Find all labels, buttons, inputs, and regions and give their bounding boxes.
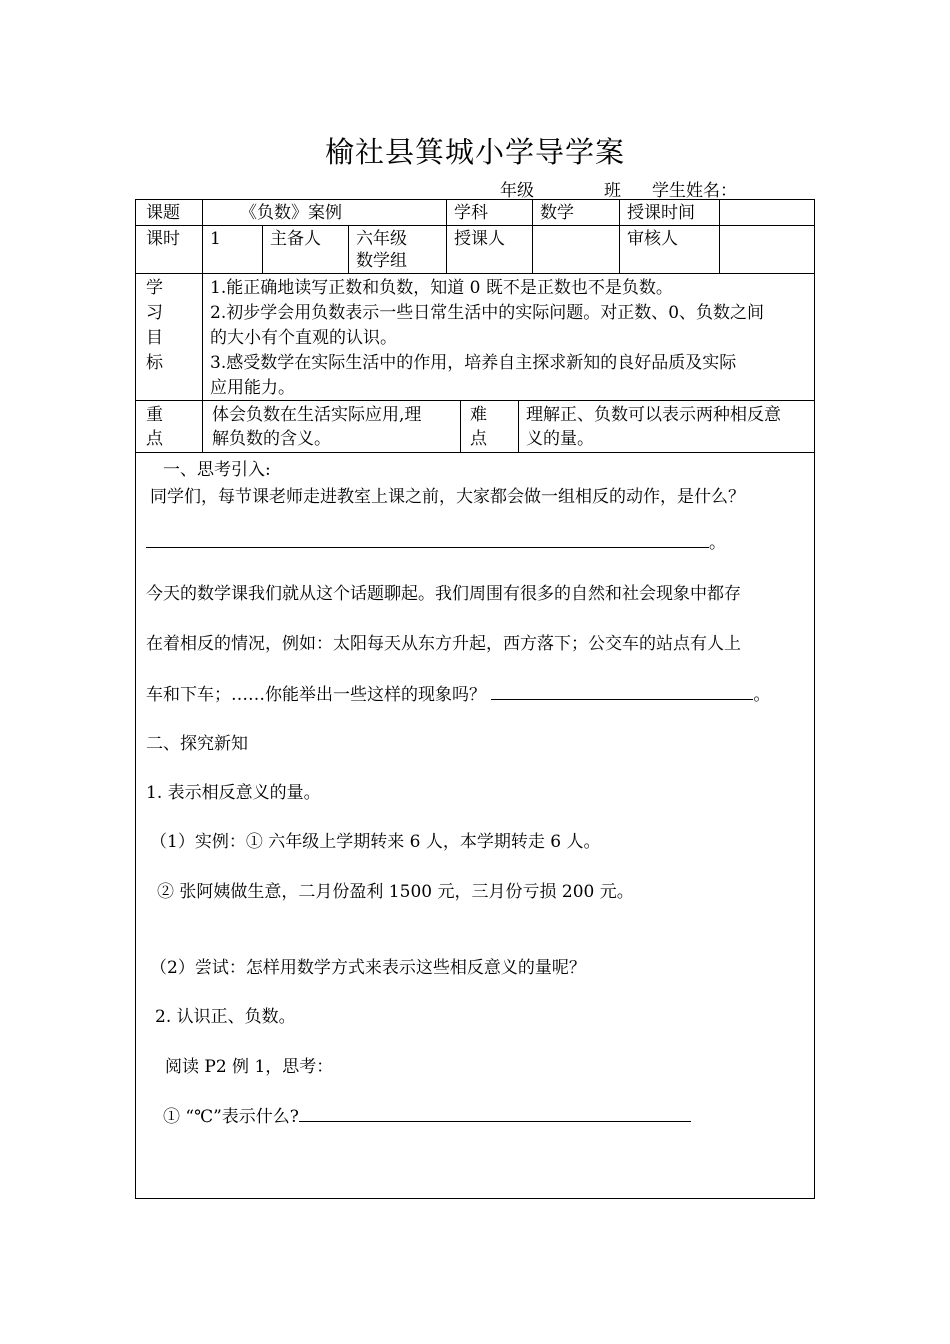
- goal-line: 的大小有个直观的认识。: [210, 328, 397, 348]
- page-title: 榆社县箕城小学导学案: [324, 135, 625, 169]
- answer-blank-1-end: 。: [709, 533, 726, 553]
- focus-line: 体会负数在生活实际应用,理: [212, 405, 422, 425]
- focus-line: 解负数的含义。: [212, 429, 331, 449]
- example-line: （1）实例：① 六年级上学期转来 6 人，本学期转走 6 人。: [150, 832, 601, 852]
- preparer-value-line2: 数学组: [356, 251, 407, 271]
- goals-label-char: 习: [146, 303, 163, 323]
- question-text: ① “℃”表示什么?: [163, 1107, 299, 1127]
- difficulty-label-char: 点: [470, 429, 487, 449]
- section2-title: 二、探究新知: [146, 734, 248, 754]
- student-name-label: 学生姓名：: [652, 181, 737, 201]
- section1-title: 一、思考引入:: [163, 460, 271, 480]
- lesson-time-label: 授课时间: [627, 203, 695, 223]
- reviewer-label: 审核人: [627, 229, 678, 249]
- paragraph-line: 在着相反的情况，例如：太阳每天从东方升起，西方落下；公交车的站点有人上: [146, 634, 741, 654]
- section1-question: 同学们，每节课老师走进教室上课之前，大家都会做一组相反的动作，是什么？: [150, 487, 745, 507]
- class-label: 班: [604, 181, 621, 201]
- question-line: [163, 1102, 691, 1127]
- period-label: 课时: [146, 229, 180, 249]
- difficulty-line: 理解正、负数可以表示两种相反意: [526, 405, 781, 425]
- goals-label-char: 目: [146, 328, 163, 348]
- goals-label-char: 学: [146, 278, 163, 298]
- goal-line: 1.能正确地读写正数和负数，知道 0 既不是正数也不是负数。: [210, 278, 673, 298]
- difficulty-line: 义的量。: [526, 429, 594, 449]
- example-line: ② 张阿姨做生意，二月份盈利 1500 元，三月份亏损 200 元。: [157, 882, 634, 902]
- focus-label-char: 重: [146, 405, 163, 425]
- goal-line: 3.感受数学在实际生活中的作用，培养自主探求新知的良好品质及实际: [210, 353, 737, 373]
- teacher-label: 授课人: [454, 229, 505, 249]
- read-instruction: 阅读 P2 例 1，思考：: [165, 1057, 334, 1077]
- paragraph-end: 。: [753, 685, 771, 705]
- student-info-line: [496, 176, 796, 201]
- paragraph-line: 今天的数学课我们就从这个话题聊起。我们周围有很多的自然和社会现象中都存: [146, 584, 741, 604]
- period-value: 1: [210, 229, 221, 249]
- blank-line: [146, 546, 709, 548]
- difficulty-label-char: 难: [470, 405, 487, 425]
- answer-blank-1: [146, 528, 726, 553]
- goal-line: 应用能力。: [210, 378, 295, 398]
- item-heading: 2. 认识正、负数。: [155, 1007, 296, 1027]
- focus-label-char: 点: [146, 429, 163, 449]
- preparer-value-line1: 六年级: [356, 229, 407, 249]
- subject-label: 学科: [454, 203, 488, 223]
- topic-label: 课题: [146, 203, 180, 223]
- attempt-line: （2）尝试：怎样用数学方式来表示这些相反意义的量呢？: [150, 958, 586, 978]
- blank-line: [491, 698, 753, 700]
- paragraph-line: 车和下车；……你能举出一些这样的现象吗？: [146, 685, 486, 705]
- goals-label-char: 标: [146, 353, 163, 373]
- item-heading: 1. 表示相反意义的量。: [146, 783, 321, 803]
- subject-value: 数学: [540, 203, 574, 223]
- preparer-label: 主备人: [270, 229, 321, 249]
- blank-line: [299, 1120, 691, 1122]
- topic-value: 《负数》案例: [240, 203, 342, 223]
- goal-line: 2.初步学会用负数表示一些日常生活中的实际问题。对正数、0、负数之间: [210, 303, 765, 323]
- paragraph-line-with-blank: [146, 680, 770, 705]
- grade-label: 年级: [500, 181, 534, 201]
